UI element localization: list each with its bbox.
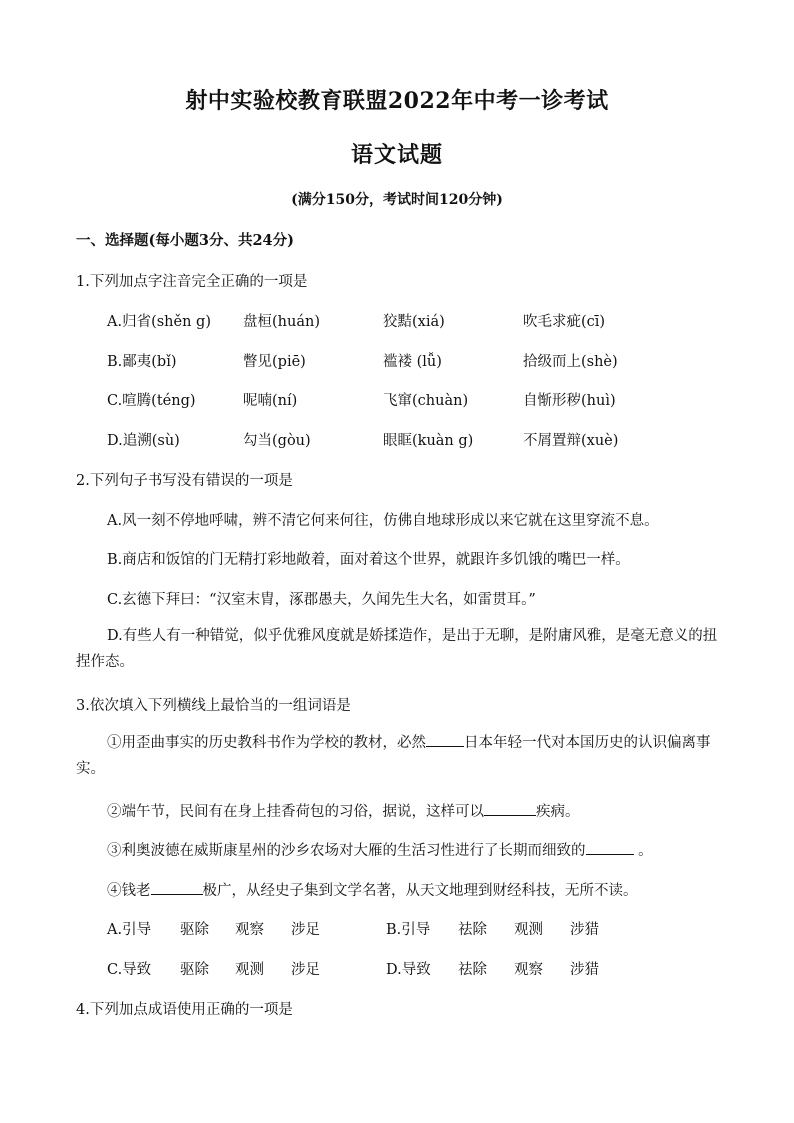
q3-option-a-word1: A.引导	[107, 922, 152, 938]
q1-option-d-item3: 眼眶(kuàn g)	[383, 433, 474, 449]
q3-option-b-word3: 观测	[514, 922, 543, 938]
q3-sentence-3	[107, 839, 653, 860]
q3-s1-part1: ①用歪曲事实的历史教科书作为学校的教材，必然	[107, 735, 426, 751]
q3-s2-part2: 疾病。	[536, 804, 580, 820]
q1-option-b-item2: 瞥见(piē)	[243, 354, 306, 370]
exam-title: 射中实验校教育联盟2022年中考一诊考试	[185, 88, 609, 114]
q1-option-d-item4: 不屑置辩(xuè)	[523, 433, 619, 449]
q3-option-c-word4: 涉足	[291, 962, 320, 978]
q3-blank-2	[484, 801, 536, 816]
q2-option-a: A.风一刻不停地呼啸，辨不清它何来何往，仿佛自地球形成以来它就在这里穿流不息。	[107, 513, 659, 529]
q3-sentence-1	[76, 730, 718, 782]
q1-option-c-item4: 自惭形秽(huì)	[523, 393, 616, 409]
q1-option-d-item2: 勾当(gòu)	[243, 433, 311, 449]
q1-option-c-item3: 飞窜(chuàn)	[383, 393, 469, 409]
q3-blank-4	[151, 880, 203, 895]
q3-option-c-word1: C.导致	[107, 962, 152, 978]
q3-option-b-word2: 祛除	[458, 922, 487, 938]
q3-option-d-word2: 祛除	[458, 962, 487, 978]
q3-blank-1	[426, 732, 464, 747]
q2-option-d: D.有些人有一种错觉，似乎优雅风度就是娇揉造作，是出于无聊，是附庸风雅，是毫无意义的扭捏作态。	[76, 628, 718, 670]
subject-title: 语文试题	[350, 142, 443, 168]
q1-option-a: A.归省(shěn g)	[107, 314, 211, 330]
q1-option-c: C.喧腾(téng)	[107, 393, 196, 409]
section-heading: 一、选择题(每小题3分、共24分)	[76, 232, 294, 249]
q3-option-a-word4: 涉足	[291, 922, 320, 938]
q2-option-c: C.玄德下拜曰：“汉室末胄，涿郡愚夫，久闻先生大名，如雷贯耳。”	[107, 592, 536, 608]
q3-option-a-word3: 观察	[235, 922, 264, 938]
q3-s4-part2: 极广，从经史子集到文学名著，从天文地理到财经科技，无所不读。	[202, 883, 638, 899]
q3-s4-part1: ④钱老	[107, 883, 151, 899]
q1-option-b-item3: 褴褛 (lǚ)	[383, 354, 442, 370]
q1-option-a-item2: 盘桓(huán)	[243, 314, 320, 330]
q1-option-c-item2: 呢喃(ní)	[243, 393, 298, 409]
q3-s3-part2: 。	[633, 843, 653, 859]
q1-option-a-item4: 吹毛求疵(cī)	[523, 314, 606, 330]
q3-s2-part1: ②端午节，民间有在身上挂香荷包的习俗，据说，这样可以	[107, 804, 484, 820]
q3-sentence-4	[107, 879, 638, 900]
q3-s1-part2: 日本年轻一代对本国历史的认识偏离事实。	[76, 735, 711, 777]
q3-option-b-word1: B.引导	[386, 922, 431, 938]
q3-blank-3	[586, 840, 634, 855]
q3-option-d-word3: 观察	[514, 962, 543, 978]
question-2-stem: 2.下列句子书写没有错误的一项是	[76, 473, 293, 489]
q3-sentence-2	[107, 800, 580, 821]
q3-option-b-word4: 涉猎	[570, 922, 599, 938]
question-3-stem: 3.依次填入下列横线上最恰当的一组词语是	[76, 698, 351, 714]
q1-option-d: D.追溯(sù)	[107, 433, 180, 449]
exam-info: (满分150分，考试时间120分钟)	[291, 192, 503, 208]
q3-option-c-word2: 驱除	[180, 962, 209, 978]
q2-option-b: B.商店和饭馆的门无精打彩地敞着，面对着这个世界，就跟许多饥饿的嘴巴一样。	[107, 552, 630, 568]
q3-s3-part1: ③利奥波德在威斯康星州的沙乡农场对大雁的生活习性进行了长期而细致的	[107, 843, 586, 859]
q3-option-c-word3: 观测	[235, 962, 264, 978]
q3-option-d-word1: D.导致	[386, 962, 431, 978]
q3-option-a-word2: 驱除	[180, 922, 209, 938]
q1-option-a-item3: 狡黠(xiá)	[383, 314, 445, 330]
q1-option-b: B.鄙夷(bǐ)	[107, 354, 177, 370]
q1-option-b-item4: 拾级而上(shè)	[523, 354, 618, 370]
q3-option-d-word4: 涉猎	[570, 962, 599, 978]
question-1-stem: 1.下列加点字注音完全正确的一项是	[76, 274, 308, 290]
question-4-stem: 4.下列加点成语使用正确的一项是	[76, 1002, 293, 1018]
